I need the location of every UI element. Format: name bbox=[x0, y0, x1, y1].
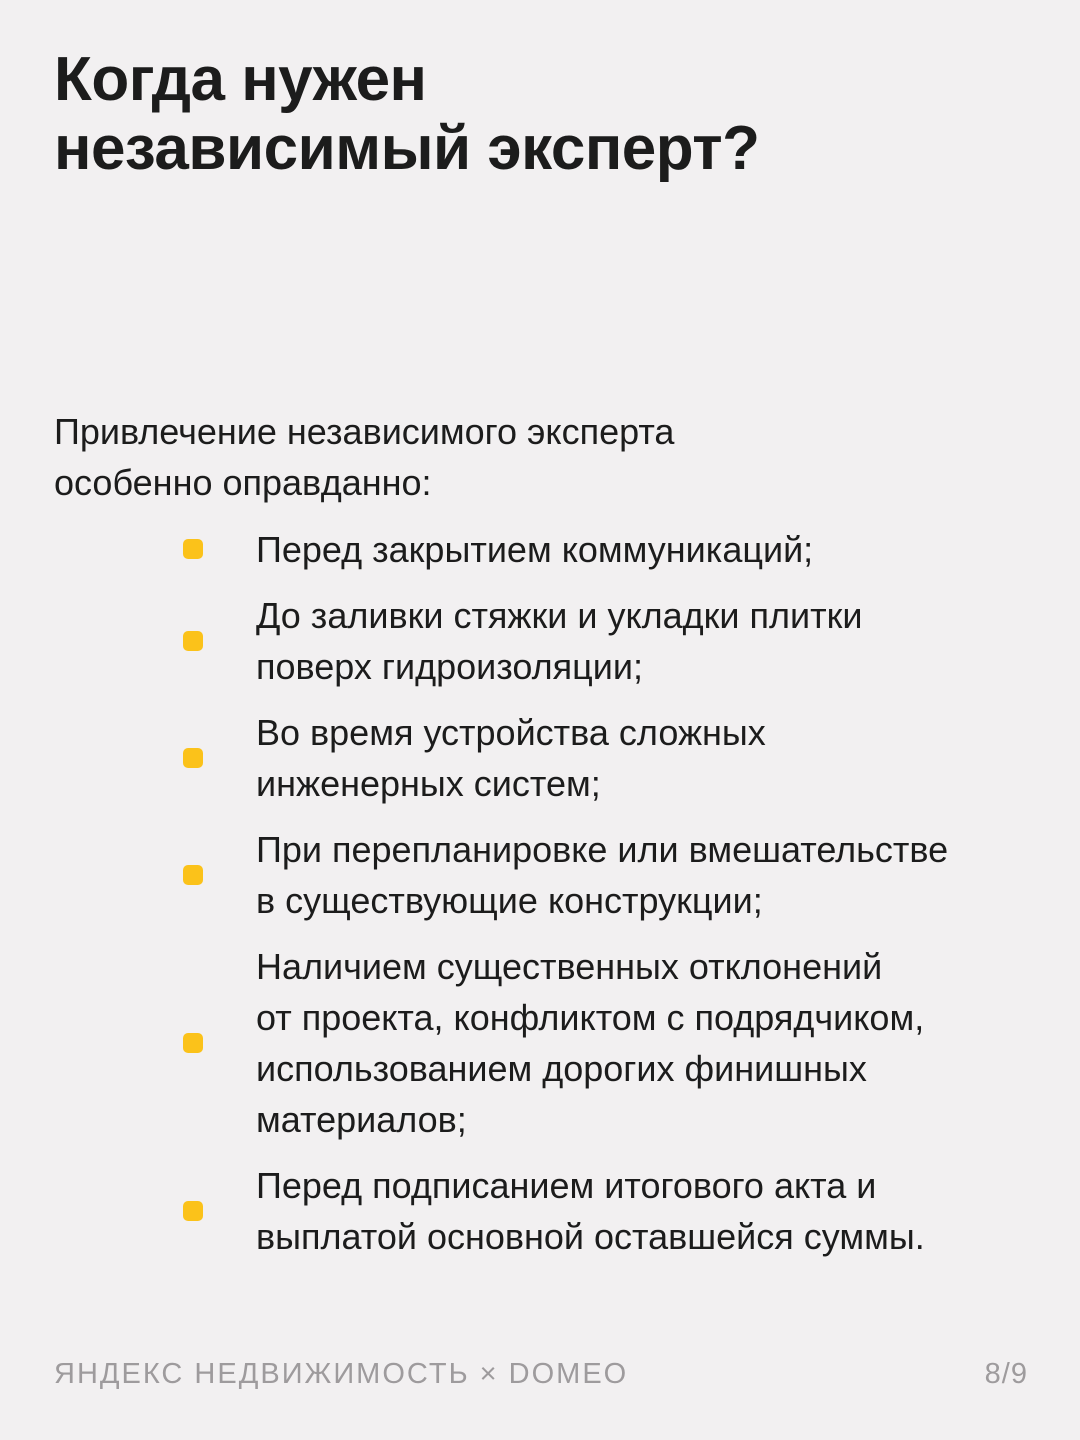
list-item-line: инженерных систем; bbox=[256, 763, 601, 804]
page-title-line-2: независимый эксперт? bbox=[54, 114, 760, 183]
list-item-line: в существующие конструкции; bbox=[256, 880, 763, 921]
list-item bbox=[256, 707, 1046, 809]
list-item bbox=[256, 941, 1046, 1145]
footer-brand: ЯНДЕКС НЕДВИЖИМОСТЬ × DOMEO bbox=[54, 1358, 629, 1390]
page-title-line-1: Когда нужен bbox=[54, 45, 427, 114]
list-item-line: Наличием существенных отклонений bbox=[256, 946, 883, 987]
list-item-line: Во время устройства сложных bbox=[256, 712, 766, 753]
intro-text bbox=[54, 406, 1034, 508]
list-item bbox=[256, 1160, 1046, 1262]
list-item-line: Перед подписанием итогового акта и bbox=[256, 1165, 877, 1206]
page-title bbox=[54, 45, 1034, 183]
list-item bbox=[256, 590, 1046, 692]
list-item-line: поверх гидроизоляции; bbox=[256, 646, 643, 687]
list-item-line: от проекта, конфликтом с подрядчиком, bbox=[256, 997, 925, 1038]
list-item bbox=[256, 824, 1046, 926]
page-counter: 8/9 bbox=[984, 1358, 1028, 1390]
bullet-marker-icon bbox=[183, 539, 203, 559]
bullet-marker-icon bbox=[183, 1201, 203, 1221]
bullet-marker-icon bbox=[183, 1033, 203, 1053]
list-item bbox=[256, 524, 1046, 575]
list-item-line: выплатой основной оставшейся суммы. bbox=[256, 1216, 925, 1257]
bullet-marker-icon bbox=[183, 748, 203, 768]
list-item-line: материалов; bbox=[256, 1099, 467, 1140]
list-item-line: использованием дорогих финишных bbox=[256, 1048, 867, 1089]
bullet-marker-icon bbox=[183, 865, 203, 885]
list-item-line: Перед закрытием коммуникаций; bbox=[256, 529, 814, 570]
intro-line-1: Привлечение независимого эксперта bbox=[54, 411, 675, 452]
list-item-line: До заливки стяжки и укладки плитки bbox=[256, 595, 863, 636]
bullet-marker-icon bbox=[183, 631, 203, 651]
list-item-line: При перепланировке или вмешательстве bbox=[256, 829, 949, 870]
intro-line-2: особенно оправданно: bbox=[54, 462, 432, 503]
